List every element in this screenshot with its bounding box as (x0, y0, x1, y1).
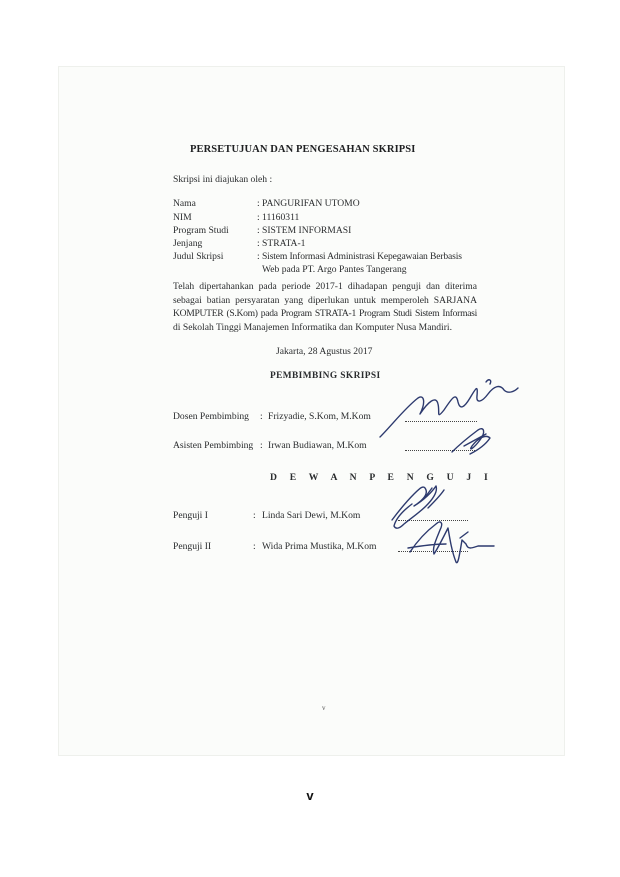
penguji-2-label: Penguji II (173, 541, 212, 552)
intro-text: Skripsi ini diajukan oleh : (173, 174, 273, 185)
penguji-2-name: Wida Prima Mustika, M.Kom (262, 541, 377, 552)
date-line: Jakarta, 28 Agustus 2017 (276, 346, 373, 357)
field-colon: : (257, 251, 260, 262)
document-title: PERSETUJUAN DAN PENGESAHAN SKRIPSI (190, 144, 416, 155)
inner-page-number: v (322, 704, 326, 712)
asisten-pembimbing-label: Asisten Pembimbing (173, 440, 254, 451)
penguji-1-label: Penguji I (173, 510, 208, 521)
field-value-program-studi: SISTEM INFORMASI (262, 225, 352, 236)
field-value-judul: Sistem Informasi Administrasi Kepegawaian Berbasis (262, 251, 462, 262)
field-label-nama: Nama (173, 198, 196, 209)
field-colon: : (257, 198, 260, 209)
signature-penguji-2 (410, 522, 494, 563)
field-colon: : (257, 225, 260, 236)
paragraph-line: KOMPUTER (S.Kom) pada Program STRATA-1 Program Studi Sistem Informasi (173, 308, 477, 319)
dosen-pembimbing-name: Frizyadie, S.Kom, M.Kom (268, 411, 371, 422)
dosen-pembimbing-label: Dosen Pembimbing (173, 411, 249, 422)
field-value-judul-line2: Web pada PT. Argo Pantes Tangerang (262, 264, 407, 275)
field-colon: : (257, 238, 260, 249)
field-value-nama: PANGURIFAN UTOMO (262, 198, 360, 209)
field-colon: : (257, 212, 260, 223)
field-label-nim: NIM (173, 212, 192, 223)
field-colon: : (260, 440, 263, 451)
paragraph-line: sebagai batian persyaratan yang diperlukan untuk memperoleh SARJANA (173, 294, 477, 306)
field-colon: : (253, 541, 256, 552)
signature-dosen-pembimbing (380, 387, 518, 437)
field-value-jenjang: STRATA-1 (262, 238, 306, 249)
field-colon: : (253, 510, 256, 521)
field-label-program-studi: Program Studi (173, 225, 229, 236)
penguji-heading: D E W A N P E N G U J I (270, 472, 493, 483)
penguji-1-name: Linda Sari Dewi, M.Kom (262, 510, 361, 521)
pembimbing-heading: PEMBIMBING SKRIPSI (270, 371, 381, 381)
field-value-nim: 11160311 (262, 212, 300, 223)
field-colon: : (260, 411, 263, 422)
asisten-pembimbing-name: Irwan Budiawan, M.Kom (268, 440, 367, 451)
paragraph-line: di Sekolah Tinggi Manajemen Informatika dan Komputer Nusa Mandiri. (173, 321, 452, 333)
signature-asisten-pembimbing (452, 429, 490, 454)
field-label-judul: Judul Skripsi (173, 251, 224, 262)
paragraph-line: Telah dipertahankan pada periode 2017-1 dihadapan penguji dan diterima (173, 281, 477, 292)
field-label-jenjang: Jenjang (173, 238, 203, 249)
page-number: v (306, 788, 314, 803)
